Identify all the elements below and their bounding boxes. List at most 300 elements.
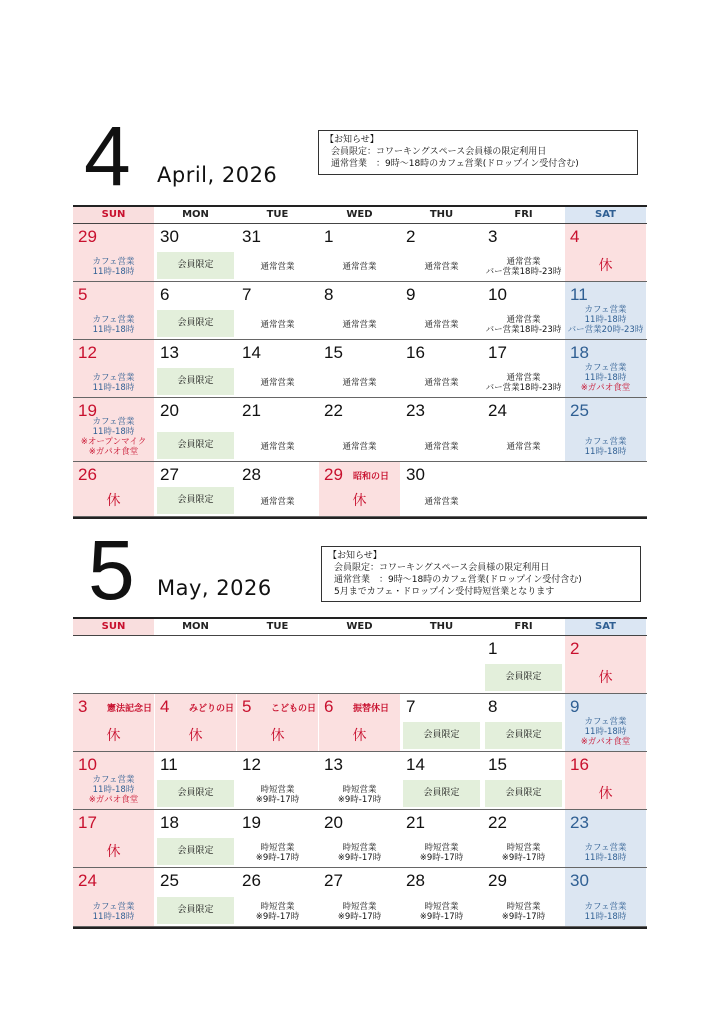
holiday-name: 憲法記念日 [107, 704, 153, 714]
day-number: 15 [488, 755, 507, 774]
event-note-line: ※ガパオ食堂 [580, 383, 631, 393]
day-number: 6 [160, 285, 170, 304]
calendar-day-cell [483, 224, 565, 281]
notice-line: 会員限定：コワーキングスペース会員様の限定利用日 [331, 147, 547, 157]
calendar-week-row [73, 340, 647, 398]
business-hours-note [73, 257, 154, 277]
note-line: 時短営業 [260, 843, 295, 853]
note-line: 通常営業 [342, 378, 377, 388]
calendar-day-cell [319, 462, 401, 516]
business-hours-note [237, 320, 318, 330]
may-big-month-number: 5 [88, 523, 135, 617]
calendar-day-cell [483, 340, 565, 397]
day-number: 4 [570, 227, 580, 246]
closed-label: 休 [188, 728, 203, 744]
calendar-day-cell [73, 340, 155, 397]
note-line: カフェ営業 [92, 257, 135, 267]
day-number: 3 [78, 697, 88, 716]
calendar-day-cell [73, 398, 155, 461]
business-hours-note [73, 373, 154, 393]
note-line: 通常営業 [260, 497, 295, 507]
weekday-header: SUN [73, 207, 155, 223]
day-number: 13 [324, 755, 343, 774]
note-line: 通常営業 [342, 262, 377, 272]
weekday-header: SAT [565, 619, 647, 635]
calendar-day-cell [237, 340, 319, 397]
note-line: 時短営業 [342, 902, 377, 912]
weekday-header: FRI [483, 619, 565, 635]
business-hours-note [73, 902, 154, 922]
note-line: カフェ営業 [92, 417, 135, 427]
day-number: 23 [570, 813, 589, 832]
calendar-empty-cell [237, 636, 319, 693]
note-line: 11時-18時 [92, 427, 135, 437]
note-line: 通常営業 [424, 262, 459, 272]
april-notice-box [318, 130, 638, 175]
business-hours-note [237, 378, 318, 388]
calendar-day-cell [565, 636, 647, 693]
calendar-day-cell [319, 694, 401, 751]
day-number: 26 [78, 465, 97, 484]
notice-line: 5月までカフェ・ドロップイン受付時短営業となります [334, 587, 555, 597]
calendar-day-cell [319, 752, 401, 809]
note-line: 11時-18時 [92, 383, 135, 393]
day-number: 17 [488, 343, 507, 362]
day-number: 24 [78, 871, 97, 890]
calendar-day-cell [565, 752, 647, 809]
note-line: ※9時-17時 [337, 853, 382, 863]
weekday-header: WED [319, 619, 401, 635]
day-number: 12 [78, 343, 97, 362]
calendar-day-cell [155, 462, 237, 516]
calendar-empty-cell [565, 462, 647, 516]
calendar-day-cell [401, 282, 483, 339]
note-line: 11時-18時 [92, 325, 135, 335]
calendar-week-row [73, 752, 647, 810]
business-hours-note [401, 497, 482, 507]
calendar-day-cell [237, 224, 319, 281]
weekday-header: TUE [237, 619, 319, 635]
day-number: 30 [570, 871, 589, 890]
calendar-empty-cell [155, 636, 237, 693]
weekday-header: WED [319, 207, 401, 223]
day-number: 1 [324, 227, 334, 246]
day-number: 5 [78, 285, 88, 304]
day-number: 30 [160, 227, 179, 246]
calendar-day-cell [483, 752, 565, 809]
note-line: ※9時-17時 [501, 912, 546, 922]
note-line: 通常営業 [260, 442, 295, 452]
calendar-day-cell [237, 752, 319, 809]
event-note-line: ※ガパオ食堂 [88, 447, 139, 457]
calendar-day-cell [73, 810, 155, 867]
calendar-day-cell [483, 398, 565, 461]
calendar-day-cell [483, 868, 565, 926]
day-number: 14 [406, 755, 425, 774]
weekday-header: MON [155, 207, 237, 223]
day-number: 21 [242, 401, 261, 420]
day-number: 29 [488, 871, 507, 890]
business-hours-note [565, 305, 646, 335]
note-line: 11時-18時 [92, 912, 135, 922]
closed-label: 休 [106, 728, 121, 744]
business-hours-note [483, 843, 564, 863]
calendar-day-cell [155, 224, 237, 281]
business-hours-note [73, 417, 154, 457]
business-hours-note [319, 902, 400, 922]
business-hours-note [401, 843, 482, 863]
day-number: 10 [78, 755, 97, 774]
day-number: 5 [242, 697, 252, 716]
note-line: カフェ営業 [92, 902, 135, 912]
calendar-day-cell [237, 868, 319, 926]
calendar-day-cell [155, 752, 237, 809]
note-line: カフェ営業 [92, 373, 135, 383]
business-hours-note [483, 373, 564, 393]
note-line: 11時-18時 [584, 853, 627, 863]
holiday-name: みどりの日 [189, 704, 235, 714]
day-number: 26 [242, 871, 261, 890]
note-line: 時短営業 [424, 902, 459, 912]
calendar-day-cell [319, 224, 401, 281]
calendar-day-cell [319, 282, 401, 339]
business-hours-note [401, 262, 482, 272]
members-only-label: 会員限定 [157, 487, 234, 514]
calendar-day-cell [73, 868, 155, 926]
day-number: 11 [160, 755, 178, 774]
calendar-day-cell [237, 282, 319, 339]
calendar-day-cell [565, 282, 647, 339]
business-hours-note [319, 378, 400, 388]
day-number: 24 [488, 401, 507, 420]
calendar-day-cell [565, 340, 647, 397]
weekday-header: THU [401, 207, 483, 223]
business-hours-note [565, 902, 646, 922]
note-line: カフェ営業 [584, 305, 627, 315]
note-line: ※9時-17時 [337, 795, 382, 805]
members-only-label: 会員限定 [485, 722, 562, 749]
day-number: 9 [570, 697, 580, 716]
day-number: 27 [160, 465, 179, 484]
day-number: 30 [406, 465, 425, 484]
closed-label: 休 [352, 493, 367, 509]
note-line: 通常営業 [424, 497, 459, 507]
calendar-day-cell [237, 462, 319, 516]
note-line: ※9時-17時 [419, 912, 464, 922]
note-line: 時短営業 [424, 843, 459, 853]
weekday-header: FRI [483, 207, 565, 223]
notice-line: 通常営業 ：9時～18時のカフェ営業(ドロップイン受付含む) [334, 575, 582, 585]
calendar-week-row [73, 224, 647, 282]
april-big-month-number: 4 [84, 109, 131, 203]
closed-label: 休 [352, 728, 367, 744]
notice-heading: 【お知らせ】 [328, 551, 382, 561]
day-number: 16 [570, 755, 589, 774]
day-number: 7 [242, 285, 252, 304]
day-number: 4 [160, 697, 170, 716]
note-line: ※9時-17時 [419, 853, 464, 863]
calendar-day-cell [155, 398, 237, 461]
event-note-line: ※オープンマイク [80, 437, 147, 447]
day-number: 12 [242, 755, 261, 774]
calendar-day-cell [155, 810, 237, 867]
calendar-day-cell [565, 868, 647, 926]
business-hours-note [565, 363, 646, 393]
weekday-header: SUN [73, 619, 155, 635]
note-line: 時短営業 [506, 843, 541, 853]
business-hours-note [73, 775, 154, 805]
may-notice-box [321, 546, 641, 602]
business-hours-note [237, 497, 318, 507]
note-line: ※9時-17時 [255, 853, 300, 863]
closed-label: 休 [106, 493, 121, 509]
may-calendar [73, 617, 647, 929]
april-month-label: April, 2026 [157, 163, 278, 187]
event-note-line: ※ガパオ食堂 [580, 737, 631, 747]
note-line: ※9時-17時 [337, 912, 382, 922]
holiday-name: こどもの日 [271, 704, 317, 714]
business-hours-note [319, 320, 400, 330]
calendar-day-cell [565, 810, 647, 867]
note-line: カフェ営業 [92, 775, 135, 785]
calendar-day-cell [401, 694, 483, 751]
business-hours-note [483, 315, 564, 335]
calendar-day-cell [155, 694, 237, 751]
calendar-day-cell [73, 282, 155, 339]
day-number: 8 [324, 285, 334, 304]
day-number: 22 [324, 401, 343, 420]
business-hours-note [237, 262, 318, 272]
calendar-week-row [73, 868, 647, 927]
day-number: 27 [324, 871, 343, 890]
calendar-day-cell [155, 868, 237, 926]
note-line: 11時-18時 [92, 267, 135, 277]
business-hours-note [319, 785, 400, 805]
calendar-week-row [73, 462, 647, 517]
weekday-header: THU [401, 619, 483, 635]
day-number: 13 [160, 343, 179, 362]
calendar-bottom-rule [73, 927, 647, 929]
calendar-day-cell [401, 398, 483, 461]
day-number: 19 [78, 401, 97, 420]
note-line: バー営業18時-23時 [485, 267, 562, 277]
day-number: 19 [242, 813, 261, 832]
day-number: 16 [406, 343, 425, 362]
day-number: 25 [160, 871, 179, 890]
calendar-day-cell [319, 340, 401, 397]
calendar-day-cell [155, 282, 237, 339]
note-line: バー営業20時-23時 [567, 325, 644, 335]
business-hours-note [401, 378, 482, 388]
note-line: ※9時-17時 [255, 795, 300, 805]
members-only-label: 会員限定 [157, 368, 234, 395]
note-line: ※9時-17時 [501, 853, 546, 863]
business-hours-note [237, 785, 318, 805]
business-hours-note [73, 315, 154, 335]
note-line: 通常営業 [506, 373, 541, 383]
note-line: 時短営業 [342, 843, 377, 853]
calendar-day-cell [483, 694, 565, 751]
april-calendar [73, 205, 647, 519]
note-line: 通常営業 [506, 257, 541, 267]
members-only-label: 会員限定 [403, 722, 480, 749]
weekday-header-row [73, 205, 647, 224]
closed-label: 休 [598, 258, 613, 274]
members-only-label: 会員限定 [157, 897, 234, 924]
day-number: 28 [406, 871, 425, 890]
closed-label: 休 [106, 844, 121, 860]
weekday-header: TUE [237, 207, 319, 223]
day-number: 7 [406, 697, 416, 716]
day-number: 29 [78, 227, 97, 246]
note-line: 11時-18時 [92, 785, 135, 795]
calendar-empty-cell [401, 636, 483, 693]
weekday-header: SAT [565, 207, 647, 223]
members-only-label: 会員限定 [157, 252, 234, 279]
note-line: 通常営業 [424, 320, 459, 330]
calendar-day-cell [565, 694, 647, 751]
note-line: 通常営業 [260, 320, 295, 330]
calendar-week-row [73, 636, 647, 694]
calendar-day-cell [319, 398, 401, 461]
calendar-day-cell [319, 810, 401, 867]
calendar-day-cell [401, 810, 483, 867]
calendar-empty-cell [483, 462, 565, 516]
members-only-label: 会員限定 [157, 780, 234, 807]
note-line: 11時-18時 [584, 727, 627, 737]
day-number: 23 [406, 401, 425, 420]
day-number: 15 [324, 343, 343, 362]
calendar-day-cell [483, 810, 565, 867]
weekday-header-row [73, 617, 647, 636]
note-line: 11時-18時 [584, 912, 627, 922]
members-only-label: 会員限定 [485, 664, 562, 691]
calendar-day-cell [73, 462, 155, 516]
day-number: 29 [324, 465, 343, 484]
calendar-bottom-rule [73, 517, 647, 519]
calendar-day-cell [319, 868, 401, 926]
calendar-day-cell [155, 340, 237, 397]
closed-label: 休 [270, 728, 285, 744]
day-number: 20 [324, 813, 343, 832]
calendar-week-row [73, 398, 647, 462]
closed-label: 休 [598, 786, 613, 802]
members-only-label: 会員限定 [157, 310, 234, 337]
note-line: カフェ営業 [584, 363, 627, 373]
business-hours-note [565, 437, 646, 457]
calendar-day-cell [401, 340, 483, 397]
calendar-day-cell [237, 398, 319, 461]
calendar-week-row [73, 282, 647, 340]
business-hours-note [565, 843, 646, 863]
day-number: 17 [78, 813, 97, 832]
calendar-day-cell [73, 694, 155, 751]
day-number: 3 [488, 227, 498, 246]
calendar-week-row [73, 810, 647, 868]
business-hours-note [565, 717, 646, 747]
calendar-empty-cell [319, 636, 401, 693]
note-line: ※9時-17時 [255, 912, 300, 922]
holiday-name: 振替休日 [353, 704, 390, 714]
note-line: 11時-18時 [584, 315, 627, 325]
day-number: 28 [242, 465, 261, 484]
calendar-day-cell [483, 282, 565, 339]
note-line: 通常営業 [260, 378, 295, 388]
calendar-day-cell [483, 636, 565, 693]
note-line: 通常営業 [342, 442, 377, 452]
day-number: 8 [488, 697, 498, 716]
calendar-day-cell [401, 462, 483, 516]
business-hours-note [483, 442, 564, 452]
calendar-week-row [73, 694, 647, 752]
business-hours-note [401, 902, 482, 922]
weekday-header: MON [155, 619, 237, 635]
note-line: 通常営業 [506, 315, 541, 325]
calendar-day-cell [565, 398, 647, 461]
calendar-day-cell [401, 752, 483, 809]
note-line: 11時-18時 [584, 373, 627, 383]
day-number: 18 [570, 343, 589, 362]
note-line: カフェ営業 [584, 843, 627, 853]
calendar-empty-cell [73, 636, 155, 693]
business-hours-note [237, 843, 318, 863]
note-line: 時短営業 [260, 902, 295, 912]
business-hours-note [319, 442, 400, 452]
members-only-label: 会員限定 [157, 838, 234, 865]
business-hours-note [483, 257, 564, 277]
note-line: カフェ営業 [584, 902, 627, 912]
business-hours-note [237, 902, 318, 922]
business-hours-note [401, 442, 482, 452]
note-line: バー営業18時-23時 [485, 383, 562, 393]
business-hours-note [319, 843, 400, 863]
calendar-day-cell [401, 224, 483, 281]
day-number: 2 [406, 227, 416, 246]
business-hours-note [483, 902, 564, 922]
day-number: 31 [242, 227, 261, 246]
notice-line: 会員限定：コワーキングスペース会員様の限定利用日 [334, 563, 550, 573]
day-number: 18 [160, 813, 179, 832]
day-number: 22 [488, 813, 507, 832]
note-line: 通常営業 [424, 378, 459, 388]
calendar-day-cell [237, 694, 319, 751]
notice-heading: 【お知らせ】 [325, 135, 379, 145]
calendar-day-cell [237, 810, 319, 867]
note-line: 通常営業 [424, 442, 459, 452]
closed-label: 休 [598, 670, 613, 686]
calendar-day-cell [73, 224, 155, 281]
day-number: 20 [160, 401, 179, 420]
members-only-label: 会員限定 [157, 432, 234, 459]
business-hours-note [237, 442, 318, 452]
notice-line: 通常営業 ：9時～18時のカフェ営業(ドロップイン受付含む) [331, 159, 579, 169]
day-number: 14 [242, 343, 261, 362]
day-number: 10 [488, 285, 507, 304]
members-only-label: 会員限定 [403, 780, 480, 807]
business-hours-note [401, 320, 482, 330]
may-month-label: May, 2026 [157, 576, 272, 600]
day-number: 6 [324, 697, 334, 716]
calendar-day-cell [565, 224, 647, 281]
note-line: 時短営業 [342, 785, 377, 795]
note-line: カフェ営業 [584, 437, 627, 447]
note-line: 11時-18時 [584, 447, 627, 457]
day-number: 9 [406, 285, 416, 304]
note-line: カフェ営業 [584, 717, 627, 727]
note-line: 通常営業 [260, 262, 295, 272]
calendar-day-cell [401, 868, 483, 926]
event-note-line: ※ガパオ食堂 [88, 795, 139, 805]
